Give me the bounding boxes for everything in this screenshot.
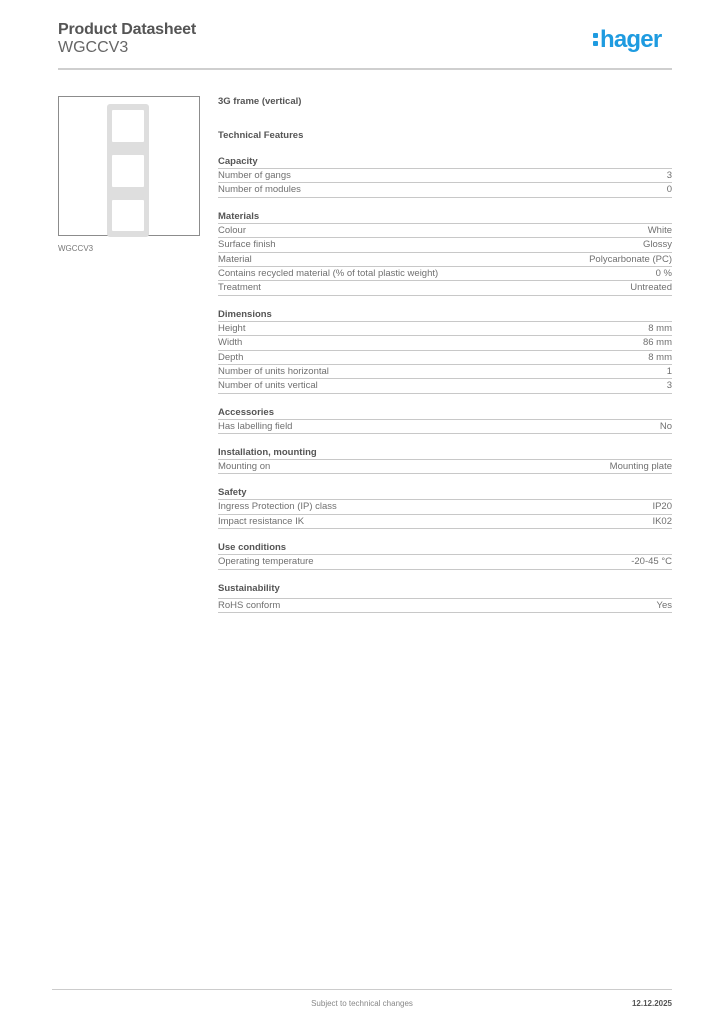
spec-value: Polycarbonate (PC) bbox=[589, 253, 672, 265]
product-code: WGCCV3 bbox=[58, 39, 129, 56]
spec-label: Colour bbox=[218, 224, 246, 236]
spec-label: RoHS conform bbox=[218, 599, 281, 611]
spec-label: Number of units vertical bbox=[218, 380, 318, 392]
spec-label: Number of gangs bbox=[218, 170, 291, 181]
spec-row bbox=[218, 365, 672, 379]
spec-row bbox=[218, 322, 672, 336]
spec-value: Glossy bbox=[642, 239, 672, 251]
frame-slot bbox=[112, 155, 144, 187]
spec-value: No bbox=[659, 420, 672, 432]
spec-value: 0 bbox=[666, 184, 672, 196]
section-title: Materials bbox=[218, 210, 672, 224]
spec-label: Material bbox=[218, 253, 252, 265]
section-title: Accessories bbox=[218, 406, 672, 420]
section-title: Installation, mounting bbox=[218, 446, 672, 460]
spec-value: 86 mm bbox=[642, 337, 672, 349]
technical-features-title: Technical Features bbox=[218, 130, 304, 141]
spec-value: 8 mm bbox=[648, 322, 672, 334]
spec-row bbox=[218, 224, 672, 238]
frame-slot bbox=[112, 200, 144, 231]
section-use-conditions bbox=[218, 541, 672, 569]
header-divider bbox=[58, 68, 672, 70]
section-title: Dimensions bbox=[218, 308, 672, 322]
spec-label: Surface finish bbox=[218, 239, 276, 251]
spec-label: Width bbox=[218, 337, 243, 349]
footer-divider bbox=[52, 989, 672, 990]
spec-row bbox=[218, 515, 672, 529]
section-safety bbox=[218, 486, 672, 529]
frame-3-gang-icon bbox=[107, 104, 149, 237]
spec-value: 0 % bbox=[655, 267, 672, 279]
spec-row bbox=[218, 351, 672, 365]
spec-row bbox=[218, 267, 672, 281]
product-image bbox=[58, 96, 200, 236]
spec-label: Has labelling field bbox=[218, 420, 293, 432]
product-description: 3G frame (vertical) bbox=[218, 96, 302, 107]
section-title: Use conditions bbox=[218, 541, 672, 555]
spec-value: White bbox=[647, 224, 672, 236]
spec-label: Ingress Protection (IP) class bbox=[218, 501, 337, 513]
section-accessories bbox=[218, 406, 672, 434]
section-capacity bbox=[218, 155, 672, 198]
spec-label: Height bbox=[218, 322, 246, 334]
spec-row bbox=[218, 238, 672, 252]
spec-row bbox=[218, 169, 672, 183]
spec-value: 1 bbox=[666, 365, 672, 377]
spec-value: -20-45 °C bbox=[631, 556, 672, 568]
spec-row bbox=[218, 379, 672, 393]
section-installation bbox=[218, 446, 672, 474]
spec-row bbox=[218, 281, 672, 295]
spec-row bbox=[218, 555, 672, 569]
section-dimensions bbox=[218, 308, 672, 394]
footer-date: 12.12.2025 bbox=[631, 999, 672, 1008]
section-sustainability bbox=[218, 582, 672, 613]
spec-row bbox=[218, 420, 672, 434]
spec-value: Yes bbox=[656, 599, 672, 611]
logo-text: hager bbox=[600, 26, 662, 53]
spec-row bbox=[218, 336, 672, 350]
spec-value: 3 bbox=[666, 170, 672, 181]
frame-slot bbox=[112, 110, 144, 142]
spec-value: IK02 bbox=[652, 515, 672, 527]
spec-row bbox=[218, 253, 672, 267]
hager-logo bbox=[593, 27, 661, 53]
spec-row bbox=[218, 460, 672, 474]
spec-label: Contains recycled material (% of total plastic weight) bbox=[218, 267, 439, 279]
spec-row bbox=[218, 599, 672, 613]
section-title: Capacity bbox=[218, 155, 672, 169]
spec-value: Untreated bbox=[630, 282, 672, 294]
spec-label: Impact resistance IK bbox=[218, 515, 305, 527]
spec-label: Number of units horizontal bbox=[218, 365, 329, 377]
spec-label: Operating temperature bbox=[218, 556, 314, 568]
section-title: Safety bbox=[218, 486, 672, 500]
spec-value: 8 mm bbox=[648, 351, 672, 363]
page-title: Product Datasheet bbox=[58, 21, 196, 38]
section-materials bbox=[218, 210, 672, 296]
spec-label: Depth bbox=[218, 351, 244, 363]
spec-row bbox=[218, 183, 672, 197]
logo-colon-icon bbox=[593, 31, 598, 46]
spec-label: Treatment bbox=[218, 282, 261, 294]
image-caption: WGCCV3 bbox=[58, 244, 94, 253]
technical-features bbox=[218, 95, 672, 613]
spec-value: IP20 bbox=[652, 501, 672, 513]
spec-value: Mounting plate bbox=[609, 461, 672, 473]
spec-row bbox=[218, 500, 672, 514]
spec-value: 3 bbox=[666, 380, 672, 392]
section-title: Sustainability bbox=[218, 582, 672, 599]
spec-label: Number of modules bbox=[218, 184, 301, 196]
spec-label: Mounting on bbox=[218, 461, 271, 473]
footer-note: Subject to technical changes bbox=[311, 999, 413, 1008]
